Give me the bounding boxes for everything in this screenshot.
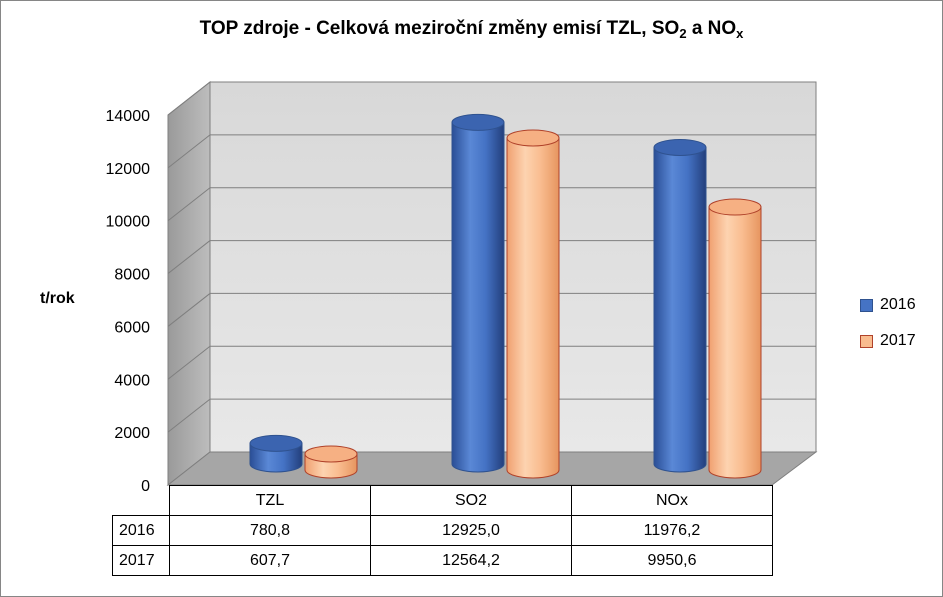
bar-body xyxy=(452,122,504,472)
bar-top xyxy=(305,446,357,462)
y-tick-label: 10000 xyxy=(105,213,150,231)
table-header-nox: NOx xyxy=(572,486,773,516)
bar-top xyxy=(654,139,706,155)
side-wall xyxy=(168,82,210,485)
y-tick-label: 12000 xyxy=(105,160,150,178)
bar-body xyxy=(654,147,706,472)
table-cell: 9950,6 xyxy=(572,546,773,576)
y-tick-label: 4000 xyxy=(114,372,150,390)
y-axis-label: t/rok xyxy=(40,290,75,307)
bar-SO2-2017 xyxy=(507,130,559,478)
bar-top xyxy=(452,114,504,130)
bar-body xyxy=(507,138,559,478)
table-cell: 12925,0 xyxy=(371,516,572,546)
bar-top xyxy=(709,199,761,215)
legend-label-2017: 2017 xyxy=(880,332,916,349)
table-cell: 780,8 xyxy=(170,516,371,546)
legend-swatch-2016 xyxy=(860,299,873,312)
table-cell: 607,7 xyxy=(170,546,371,576)
y-tick-label: 8000 xyxy=(114,266,150,284)
table-header-row xyxy=(113,486,773,516)
table-corner xyxy=(113,486,170,516)
bar-NOx-2017 xyxy=(709,199,761,478)
table-header-tzl: TZL xyxy=(170,486,371,516)
bar-NOx-2016 xyxy=(654,139,706,472)
legend-item-2017 xyxy=(860,332,916,350)
bar-body xyxy=(709,207,761,478)
y-tick-label: 2000 xyxy=(114,425,150,443)
table-rowhead-2016: 2016 xyxy=(113,516,170,546)
y-tick-label: 14000 xyxy=(105,108,150,125)
table-header-so2: SO2 xyxy=(371,486,572,516)
legend-swatch-2017 xyxy=(860,335,873,348)
table-cell: 12564,2 xyxy=(371,546,572,576)
table-row-2017 xyxy=(113,546,773,576)
bar-SO2-2016 xyxy=(452,114,504,472)
table-row-2016 xyxy=(113,516,773,546)
table-cell: 11976,2 xyxy=(572,516,773,546)
bar-TZL-2016 xyxy=(250,435,302,472)
chart-title: TOP zdroje - Celková meziroční změny emisí TZL, $SO_2$ a $NO_x$ xyxy=(199,18,744,41)
bar-top xyxy=(250,435,302,451)
bar-top xyxy=(507,130,559,146)
y-tick-label: 6000 xyxy=(114,319,150,337)
legend-item-2016 xyxy=(860,296,916,314)
table-rowhead-2017: 2017 xyxy=(113,546,170,576)
bar-TZL-2017 xyxy=(305,446,357,478)
y-tick-label: 0 xyxy=(141,478,150,495)
legend-label-2016: 2016 xyxy=(880,296,916,313)
data-table xyxy=(112,485,773,576)
